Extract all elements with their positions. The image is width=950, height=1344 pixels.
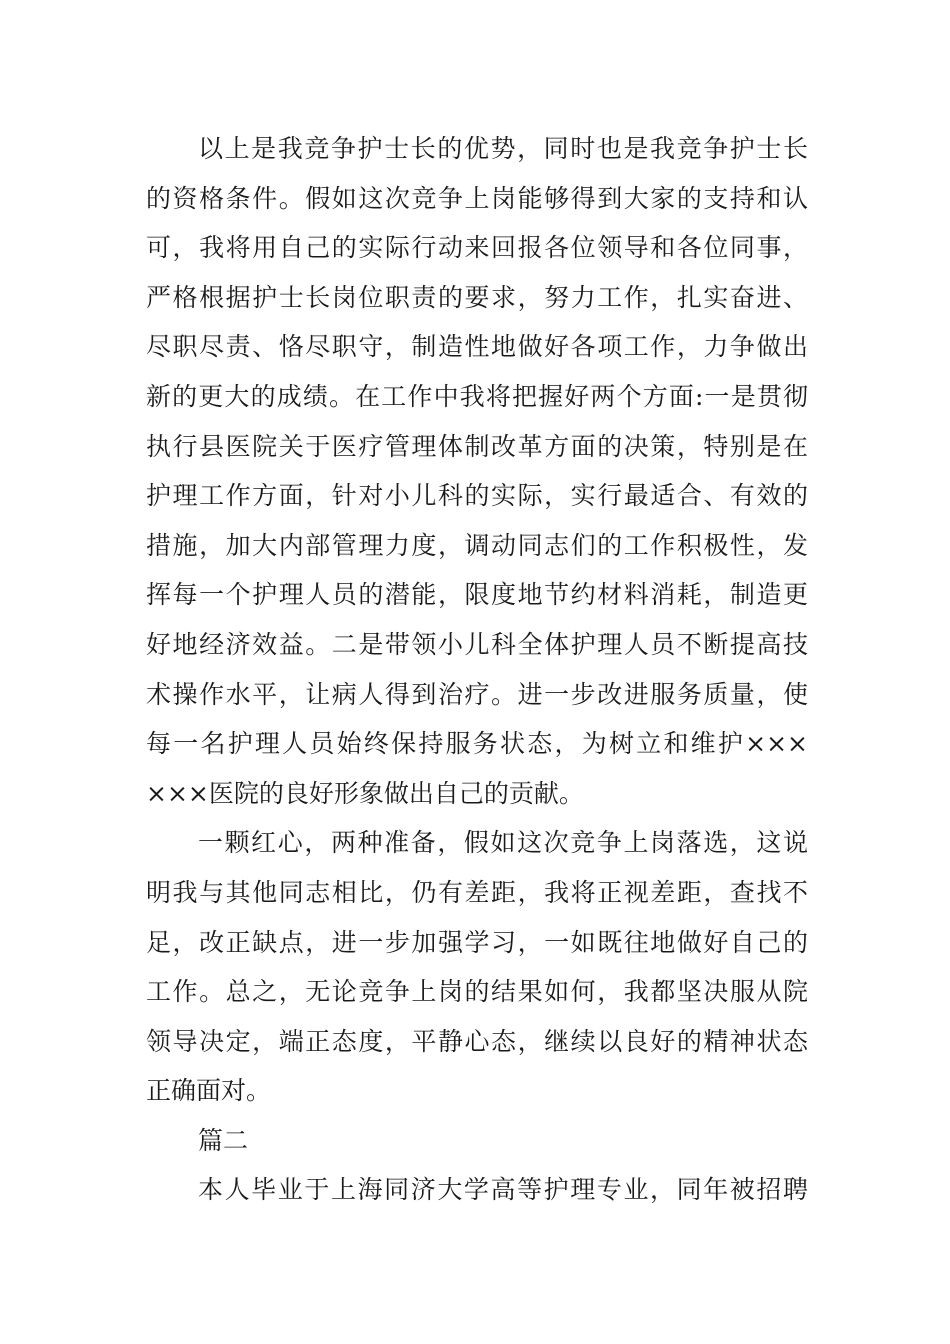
text-line: 工作。总之，无论竞争上岗的结果如何，我都坚决服从院 [146, 977, 808, 1007]
text-line: 每一名护理人员始终保持服务状态，为树立和维护××× [146, 729, 808, 759]
text-line: 挥每一个护理人员的潜能，限度地节约材料消耗，制造更 [146, 580, 808, 610]
text-line: 可，我将用自己的实际行动来回报各位领导和各位同事， [146, 233, 808, 263]
text-line: 领导决定，端正态度，平静心态，继续以良好的精神状态 [146, 1026, 808, 1056]
text-line: 正确面对。 [146, 1076, 272, 1106]
text-line: 尽职尽责、恪尽职守，制造性地做好各项工作，力争做出 [146, 332, 808, 362]
text-line: 一颗红心，两种准备，假如这次竞争上岗落选，这说 [198, 828, 808, 858]
paragraph-1 [146, 124, 808, 818]
text-line: 的资格条件。假如这次竞争上岗能够得到大家的支持和认 [146, 183, 808, 213]
text-line: ×××医院的良好形象做出自己的贡献。 [146, 778, 584, 808]
text-line: 执行县医院关于医疗管理体制改革方面的决策，特别是在 [146, 431, 808, 461]
document-body [146, 124, 808, 1215]
text-line: 新的更大的成绩。在工作中我将把握好两个方面:一是贯彻 [146, 381, 808, 411]
paragraph-2 [146, 818, 808, 1116]
text-line: 本人毕业于上海同济大学高等护理专业，同年被招聘 [198, 1175, 808, 1205]
text-line: 好地经济效益。二是带领小儿科全体护理人员不断提高技 [146, 629, 808, 659]
text-line: 严格根据护士长岗位职责的要求，努力工作，扎实奋进、 [146, 282, 808, 312]
text-line: 护理工作方面，针对小儿科的实际，实行最适合、有效的 [146, 481, 808, 511]
text-line: 以上是我竞争护士长的优势，同时也是我竞争护士长 [198, 134, 808, 163]
text-line: 足，改正缺点，进一步加强学习，一如既往地做好自己的 [146, 927, 808, 957]
text-line: 明我与其他同志相比，仍有差距，我将正视差距，查找不 [146, 877, 808, 907]
text-line: 术操作水平，让病人得到治疗。进一步改进服务质量，使 [146, 679, 808, 709]
paragraph-3 [146, 1165, 808, 1215]
section-heading: 篇二 [198, 1125, 249, 1155]
text-line: 措施，加大内部管理力度，调动同志们的工作积极性，发 [146, 530, 808, 560]
